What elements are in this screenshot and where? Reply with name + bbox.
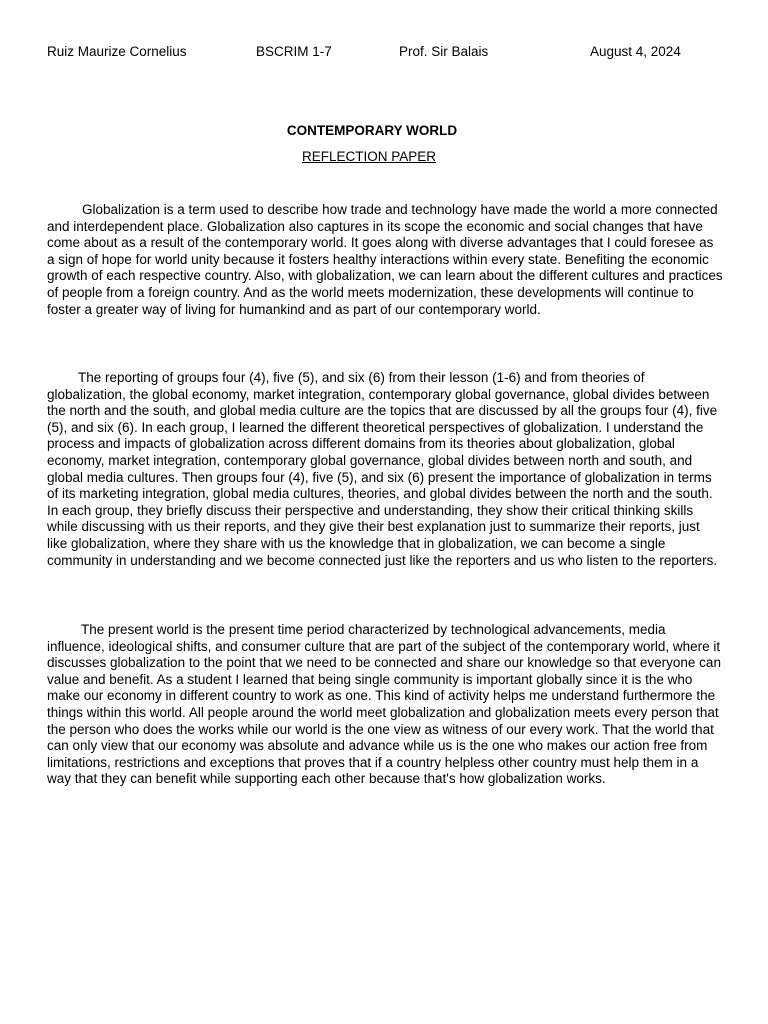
document-date: August 4, 2024 [590,44,681,59]
course-section: BSCRIM 1-7 [256,44,332,59]
paragraph-2: The reporting of groups four (4), five (5), and six (6) from their lesson (1-6) and from theories of globalization, the global economy, market integration, contemporary global governance, global divides between the north and the south, and global media culture are the topics that are discussed by all the groups four (4), five (5), and six (6). In each group, I learned the different theoretical perspectives of globalization. I understand the process and impacts of globalization across different domains from its theories about globalization, global economy, market integration, contemporary global governance, global divides between north and south, and global media cultures. Then groups four (4), five (5), and six (6) present the importance of globalization in terms of its marketing integration, global media cultures, theories, and global divides between the north and the south. In each group, they briefly discuss their perspective and understanding, they show their critical thinking skills while discussing with us their reports, and they give their best explanation just to summarize their reports, just like globalization, where they share with us the knowledge that in globalization, we can become a single community in understanding and we become connected just like the reporters and us who listen to the reporters. [47,370,718,568]
document-subtitle: REFLECTION PAPER [301,149,437,164]
document-header [0,44,768,60]
document-title: CONTEMPORARY WORLD [286,123,458,138]
professor-name: Prof. Sir Balais [399,44,489,59]
author-name: Ruiz Maurize Cornelius [47,44,187,59]
paragraph-3: The present world is the present time period characterized by technological advancements, media influence, ideological shifts, and consumer culture that are part of the subject of the contemporary world, where it discusses globalization to the point that we need to be connected and share our knowledge so that everyone can value and benefit. As a student I learned that being single community is important globally since it is the who make our economy in different country to work as one. This kind of activity helps me understand furthermore the things within this world. All people around the world meet globalization and globalization meets every person that the person who does the works while our world is the one view as witness of our every work. That the world that can only view that our economy was absolute and advance while us is the one who makes our action free from limitations, restrictions and exceptions that proves that if a country helpless other country must help them in a way that they can benefit while supporting each other because that's how globalization works. [47,622,721,787]
paragraph-1: Globalization is a term used to describe how trade and technology have made the world a more connected and interdependent place. Globalization also captures in its scope the economic and social changes that have come about as a result of the contemporary world. It goes along with diverse advantages that I could foresee as a sign of hope for world unity because it fosters healthy interactions within every state. Benefiting the economic growth of each respective country. Also, with globalization, we can learn about the different cultures and practices of people from a foreign country. And as the world meets modernization, these developments will continue to foster a greater way of living for humankind and as part of our contemporary world. [47,202,723,317]
